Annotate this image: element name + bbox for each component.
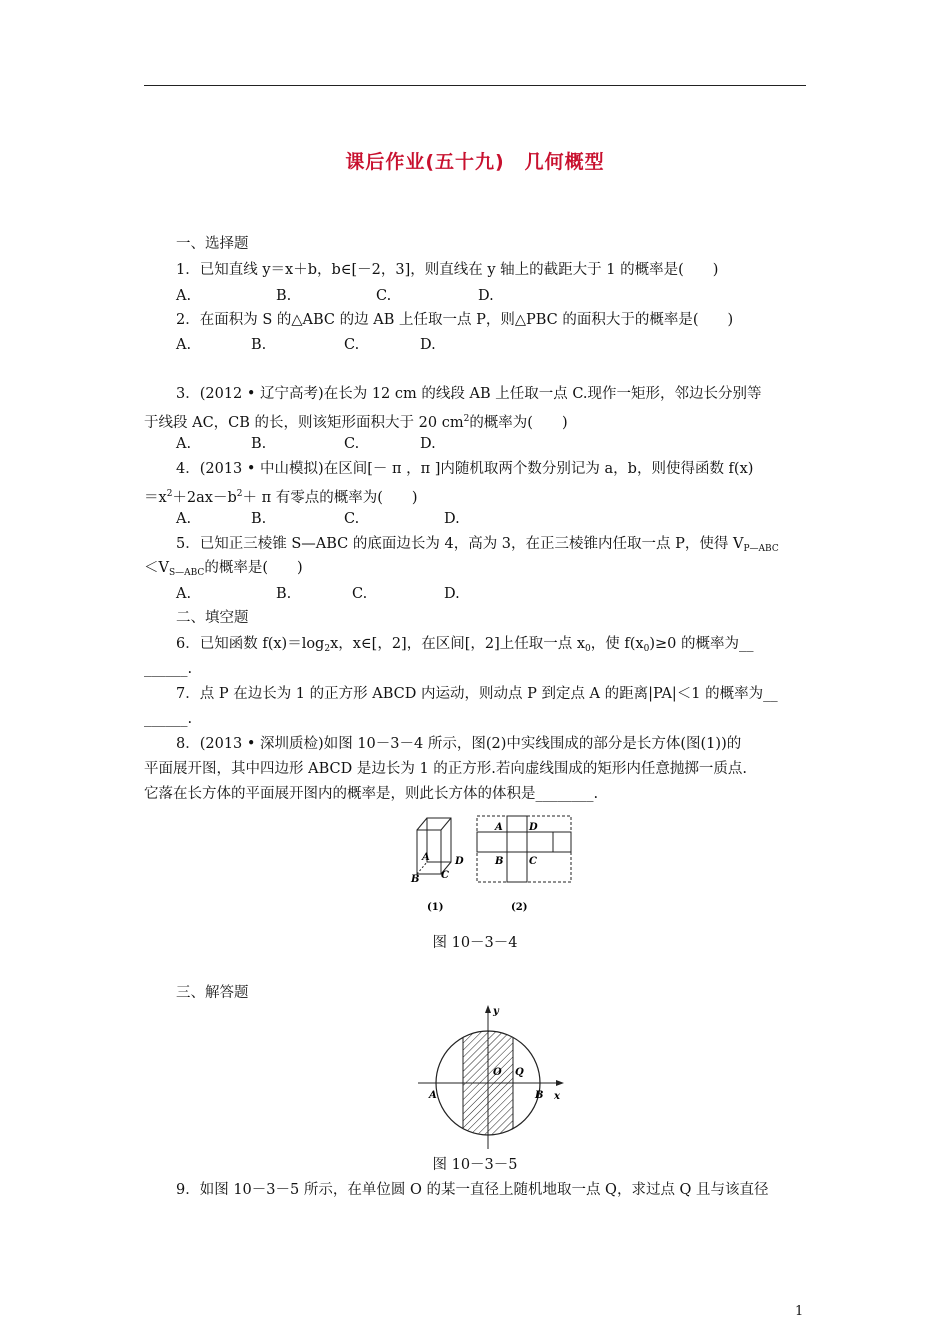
figure-10-3-4 — [405, 808, 585, 918]
axis-label-x: x — [554, 1091, 560, 1102]
question-3-line-1: 3．(2012 • 辽宁高考)在长为 12 cm 的线段 AB 上任取一点 C.现作一矩形，邻边长分别等 — [176, 386, 762, 402]
option-a: A. — [176, 586, 192, 602]
vertex-a: A — [422, 852, 430, 863]
option-d: D. — [444, 511, 460, 527]
point-o: O — [493, 1067, 502, 1078]
unfolded-net — [477, 816, 571, 882]
question-7-line-2: ______. — [144, 711, 193, 727]
option-a: A. — [176, 436, 192, 452]
option-c: C. — [344, 436, 360, 452]
question-7-line-1: 7．点 P 在边长为 1 的正方形 ABCD 内运动，则动点 P 到定点 A 的距离|PA|＜1 的概率为__ — [176, 686, 778, 702]
cuboid-figure — [417, 818, 451, 874]
vertex-b: B — [411, 874, 420, 885]
option-a: A. — [176, 511, 192, 527]
section-heading-answer: 三、解答题 — [176, 985, 249, 1001]
question-9-line-1: 9．如图 10－3－5 所示，在单位圆 O 的某一直径上随机地取一点 Q，求过点 Q 且与该直径 — [176, 1182, 769, 1198]
question-8-line-2: 平面展开图，其中四边形 ABCD 是边长为 1 的正方形.若向虚线围成的矩形内任意抛掷一质点. — [144, 761, 747, 777]
net-vertex-a: A — [495, 822, 503, 833]
question-3-line-2: 于线段 AC，CB 的长，则该矩形面积大于 20 $cm^2$的概率为( ) — [144, 414, 568, 431]
option-c: C. — [344, 337, 360, 353]
point-b: B — [535, 1090, 544, 1101]
question-2: 2．在面积为 S 的△ABC 的边 AB 上任取一点 P，则△PBC 的面积大于的概率是( ) — [176, 312, 734, 328]
option-a: A. — [176, 288, 192, 304]
header-rule — [144, 85, 806, 86]
option-c: C. — [376, 288, 392, 304]
figure-10-3-5-caption: 图 10－3－5 — [432, 1157, 518, 1173]
section-heading-choice: 一、选择题 — [176, 236, 249, 252]
figure-label-1: (1) — [427, 902, 444, 913]
question-6-line-1: 6．已知函数 $f(x)=\log_2x$，x∈[，2]，在区间[，2]上任取一点 $x_0$，使 $f(x_0)\ge 0$ 的概率为__ — [176, 636, 754, 654]
option-c: C. — [344, 511, 360, 527]
figure-10-3-5 — [418, 1003, 578, 1151]
page-title: 课后作业(五十九) 几何概型 — [345, 151, 605, 173]
net-vertex-b: B — [495, 856, 504, 867]
option-b: B. — [276, 586, 292, 602]
question-5-line-2: $<V_{S—ABC}$的概率是( ) — [144, 560, 303, 578]
figure-label-2: (2) — [511, 902, 528, 913]
net-vertex-d: D — [529, 822, 538, 833]
vertex-c: C — [441, 870, 449, 881]
option-a: A. — [176, 337, 192, 353]
question-5-line-1: 5．已知正三棱锥 S—ABC 的底面边长为 4，高为 3，在正三棱锥内任取一点 P，使得 $V_{P—ABC}$ — [176, 536, 779, 554]
question-6-line-2: ______. — [144, 661, 193, 677]
vertex-d: D — [455, 856, 464, 867]
option-b: B. — [251, 511, 267, 527]
option-d: D. — [420, 436, 436, 452]
option-b: B. — [276, 288, 292, 304]
question-1: 1．已知直线 y＝x＋b，b∈[－2，3]，则直线在 y 轴上的截距大于 1 的概率是( ) — [176, 262, 719, 278]
option-d: D. — [444, 586, 460, 602]
net-vertex-c: C — [529, 856, 537, 867]
page-number: 1 — [795, 1304, 804, 1319]
option-d: D. — [420, 337, 436, 353]
question-4-line-1: 4．(2013 • 中山模拟)在区间[－ π ，π ]内随机取两个数分别记为 a，b，则使得函数 f(x) — [176, 461, 754, 477]
question-4-line-2: $=x^2+2ax-b^2+ \pi$ 有零点的概率为( ) — [144, 489, 418, 506]
option-b: B. — [251, 337, 267, 353]
question-8-line-1: 8．(2013 • 深圳质检)如图 10－3－4 所示，图(2)中实线围成的部分是长方体(图(1))的 — [176, 736, 742, 752]
point-a: A — [429, 1090, 437, 1101]
figure-10-3-4-caption: 图 10－3－4 — [432, 935, 518, 951]
point-q: Q — [515, 1067, 524, 1078]
option-c: C. — [352, 586, 368, 602]
question-8-line-3: 它落在长方体的平面展开图内的概率是，则此长方体的体积是________. — [144, 786, 599, 802]
axis-label-y: y — [493, 1006, 499, 1017]
option-b: B. — [251, 436, 267, 452]
section-heading-fill: 二、填空题 — [176, 610, 249, 626]
option-d: D. — [478, 288, 494, 304]
